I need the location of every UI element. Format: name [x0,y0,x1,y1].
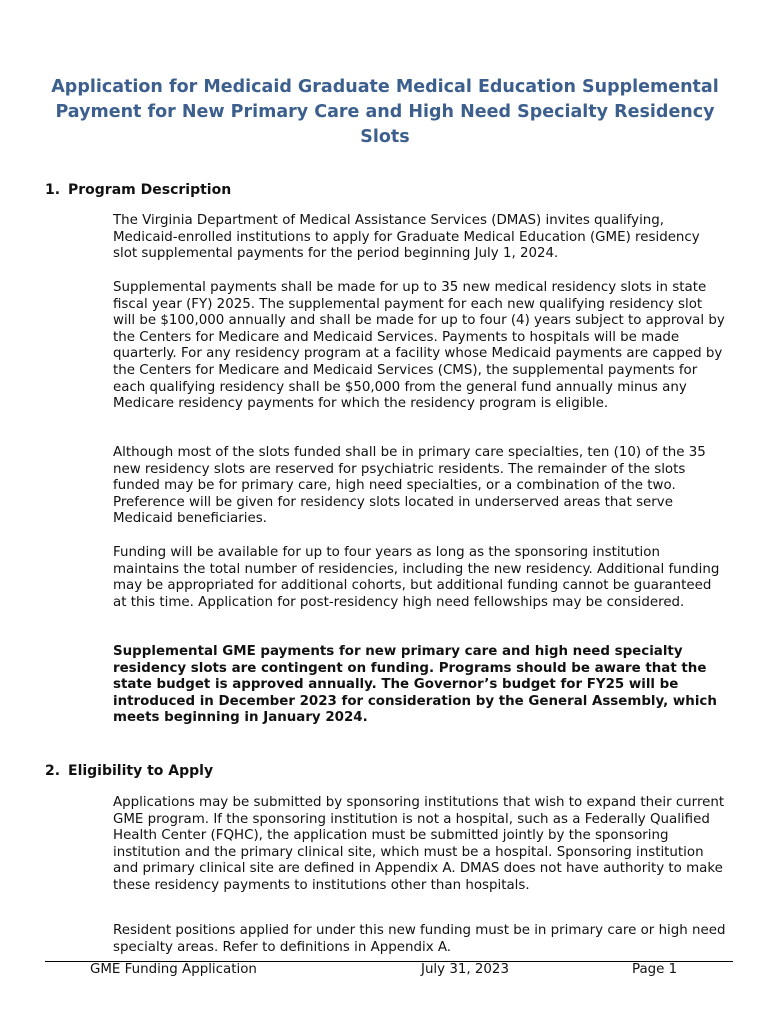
section-heading-eligibility [45,762,213,780]
paragraph-slot-allocation: Although most of the slots funded shall be in primary care specialties, ten (10) of the 35 new residency slots are reserved for psychiatric residents. The remainder of the slots funded may be for primary care, high need specialties, or a combination of the two. Preference will be given for residency slots located in underserved areas that serve Medicaid beneficiaries. [113,445,706,527]
paragraph-program-intro: The Virginia Department of Medical Assistance Services (DMAS) invites qualifying, Medicaid-enrolled institutions to apply for Graduate Medical Education (GME) residency slot supplemental payments for the period beginning July 1, 2024. [113,213,700,262]
section-heading-program-description [45,181,231,199]
footer-page-number: Page 1 [632,962,678,977]
paragraph-eligibility-positions: Resident positions applied for under this new funding must be in primary care or high need specialty areas. Refer to definitions in Appendix A. [113,923,726,955]
footer-document-name: GME Funding Application [90,962,257,977]
document-title: Application for Medicaid Graduate Medical Education Supplemental Payment for New Primary Care and High Need Specialty Residency Slots [51,77,719,147]
footer-date: July 31, 2023 [421,962,509,977]
paragraph-funding-availability: Funding will be available for up to four years as long as the sponsoring institution maintains the total number of residencies, including the new residency. Additional funding may be appropriated for additional cohorts, but additional funding cannot be guaranteed at this time. Application for post-residency high need fellowships may be considered. [113,545,720,610]
paragraph-funding-contingency-notice: Supplemental GME payments for new primary care and high need specialty residency slots are contingent on funding. Programs should be aware that the state budget is approved annually. The Governor’s budget for FY25 will be introduced in December 2023 for consideration by the General Assembly, which meets beginning in January 2024. [113,644,717,726]
paragraph-eligibility-applicants: Applications may be submitted by sponsoring institutions that wish to expand their current GME program. If the sponsoring institution is not a hospital, such as a Federally Qualified Health Center (FQHC), the application must be submitted jointly by the sponsoring institution and the primary clinical site, which must be a hospital. Sponsoring institution and primary clinical site are defined in Appendix A. DMAS does not have authority to make these residency payments to institutions other than hospitals. [113,795,725,893]
section-title: Eligibility to Apply [68,763,214,779]
section-number: 1. [45,182,61,198]
section-number: 2. [45,763,61,779]
section-title: Program Description [68,182,232,198]
paragraph-supplemental-payments: Supplemental payments shall be made for up to 35 new medical residency slots in state fiscal year (FY) 2025. The supplemental payment for each new qualifying residency slot will be $100,000 annually and shall be made for up to four (4) years subject to approval by the Centers for Medicare and Medicaid Services. Payments to hospitals will be made quarterly. For any residency program at a facility whose Medicaid payments are capped by the Centers for Medicare and Medicaid Services (CMS), the supplemental payments for each qualifying residency shall be $50,000 from the general fund annually minus any Medicare residency payments for which the residency program is eligible. [113,280,725,412]
